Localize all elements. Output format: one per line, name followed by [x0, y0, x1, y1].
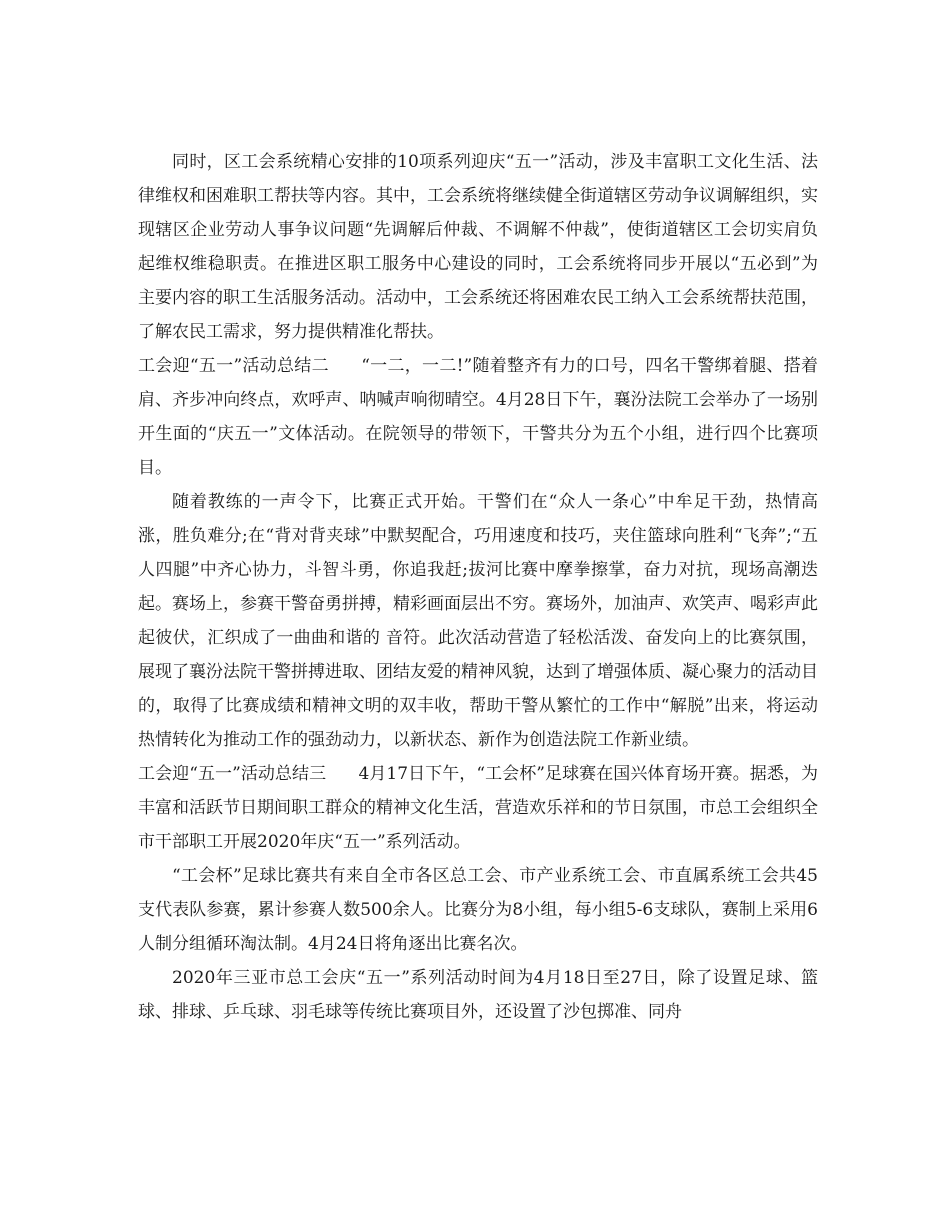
paragraph-4-text: 4月17日下午，“工会杯”足球赛在国兴体育场开赛。据悉，为丰富和活跃节日期间职工群众的精神文化生活，营造欢乐祥和的节日氛围，市总工会组织全市干部职工开展2020年庆“五一”系列活动。 — [138, 764, 818, 852]
paragraph-2-text: “一二，一二!”随着整齐有力的口号，四名干警绑着腿、搭着肩、齐步冲向终点，欢呼声、呐喊声响彻晴空。4月28日下午，襄汾法院工会举办了一场别开生面的“庆五一”文体活动。在院领导的带领下，干警共分为五个小组，进行四个比赛项目。 — [138, 356, 818, 478]
paragraph-5: “工会杯”足球比赛共有来自全市各区总工会、市产业系统工会、市直属系统工会共45支代表队参赛，累计参赛人数500余人。比赛分为8小组，每小组5-6支球队，赛制上采用6人制分组循环淘汰制。4月24日将角逐出比赛名次。 — [138, 866, 818, 954]
section-heading-2: 工会迎“五一”活动总结二 — [138, 356, 329, 376]
paragraph-1: 同时，区工会系统精心安排的10项系列迎庆“五一”活动，涉及丰富职工文化生活、法律维权和困难职工帮扶等内容。其中，工会系统将继续健全街道辖区劳动争议调解组织，实现辖区企业劳动人事争议问题“先调解后仲裁、不调解不仲裁”，使街道辖区工会切实肩负起维权维稳职责。在推进区职工服务中心建设的同时，工会系统将同步开展以“五必到”为主要内容的职工生活服务活动。活动中，工会系统还将困难农民工纳入工会系统帮扶范围，了解农民工需求，努力提供精准化帮扶。 — [138, 152, 818, 342]
document-body — [138, 145, 818, 1029]
section-heading-3: 工会迎“五一”活动总结三 — [138, 764, 327, 784]
paragraph-2 — [138, 349, 818, 485]
paragraph-4 — [138, 757, 818, 859]
paragraph-6: 2020年三亚市总工会庆“五一”系列活动时间为4月18日至27日，除了设置足球、篮球、排球、乒乓球、羽毛球等传统比赛项目外，还设置了沙包掷准、同舟 — [138, 968, 818, 1022]
paragraph-3: 随着教练的一声令下，比赛正式开始。干警们在“众人一条心”中牟足干劲，热情高涨，胜负难分;在“背对背夹球”中默契配合，巧用速度和技巧，夹住篮球向胜利“飞奔”;“五人四腿”中齐心协力，斗智斗勇，你追我赶;拔河比赛中摩拳擦掌，奋力对抗，现场高潮迭起。赛场上，参赛干警奋勇拼搏，精彩画面层出不穷。赛场外，加油声、欢笑声、喝彩声此起彼伏，汇织成了一曲曲和谐的 音符。此次活动营造了轻松活泼、奋发向上的比赛氛围，展现了襄汾法院干警拼搏进取、团结友爱的精神风貌，达到了增强体质、凝心聚力的活动目的，取得了比赛成绩和精神文明的双丰收，帮助干警从繁忙的工作中“解脱”出来，将运动热情转化为推动工作的强劲动力，以新状态、新作为创造法院工作新业绩。 — [138, 492, 818, 750]
